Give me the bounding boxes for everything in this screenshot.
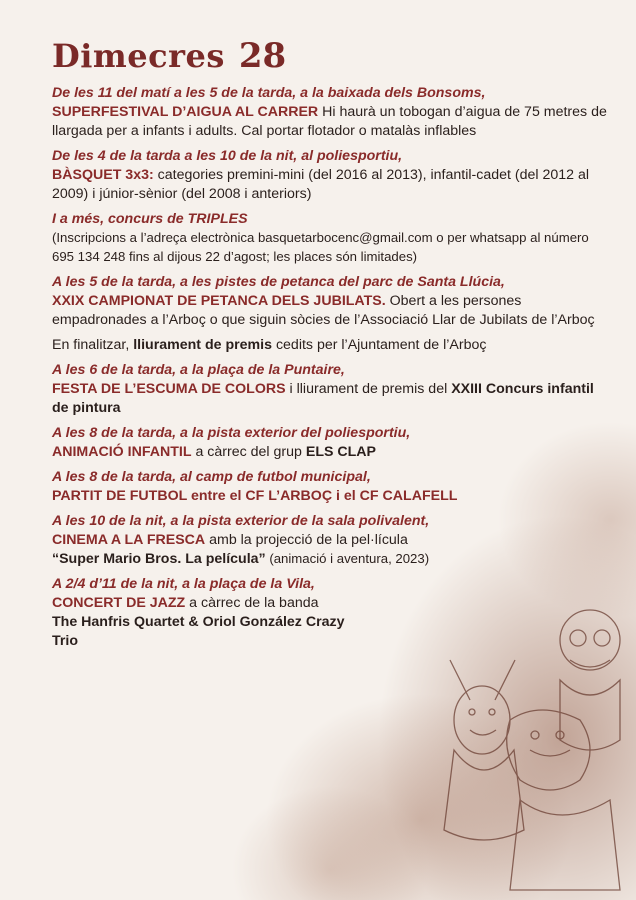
event-highlight: ELS CLAP <box>305 444 377 460</box>
event-entry <box>52 361 612 418</box>
event-title: CINEMA A LA FRESCA <box>52 532 206 548</box>
event-description: (animació i aventura, 2023) <box>265 551 430 566</box>
note-highlight: lliurament de premis <box>133 337 272 353</box>
event-entry <box>52 575 612 651</box>
title-day: Dimecres <box>52 37 225 75</box>
event-entry <box>52 273 612 330</box>
event-description: a càrrec de la banda <box>185 595 319 611</box>
event-time-place: A 2/4 d’11 de la nit, a la plaça de la Vila, <box>52 576 315 592</box>
event-title: ANIMACIÓ INFANTIL <box>52 444 192 460</box>
event-highlight: XXIII Concurs infantil de pintura <box>52 381 594 416</box>
event-note <box>52 336 612 355</box>
note-text: En finalitzar, <box>52 337 134 353</box>
event-time-place: De les 4 de la tarda a les 10 de la nit, al poliesportiu, <box>52 148 403 164</box>
event-description: categories premini-mini (del 2016 al 2013), infantil-cadet (del 2012 al 2009) i júnior-sènior (del 2008 i anteriors) <box>52 167 590 202</box>
event-time-place: I a més, concurs de TRIPLES <box>52 211 248 227</box>
note-text: cedits per l’Ajuntament de l’Arboç <box>272 337 487 353</box>
event-description: amb la projecció de la pel·lícula <box>205 532 408 548</box>
event-time-place: A les 8 de la tarda, a la pista exterior del poliesportiu, <box>52 425 411 441</box>
event-entry <box>52 468 612 506</box>
event-description: i lliurament de premis del <box>285 381 452 397</box>
event-time-place: A les 6 de la tarda, a la plaça de la Puntaire, <box>52 362 345 378</box>
event-entry <box>52 84 612 141</box>
event-description: Obert a les persones empadronades a l’Arboç o que siguin sòcies de l’Associació Llar de Jubilats de l’Arboç <box>52 293 595 328</box>
event-entry <box>52 147 612 204</box>
event-entry <box>52 424 612 462</box>
program-content <box>52 36 612 657</box>
event-description: Hi haurà un tobogan d’aigua de 75 metres de llargada per a infants i adults. Cal portar flotador o matalàs inflables <box>52 104 607 139</box>
event-title: FESTA DE L’ESCUMA DE COLORS <box>52 381 286 397</box>
event-title: CONCERT DE JAZZ <box>52 595 186 611</box>
event-highlight: The Hanfris Quartet & Oriol González Crazy Trio <box>52 614 345 649</box>
event-title: SUPERFESTIVAL D’AIGUA AL CARRER <box>52 104 319 120</box>
event-time-place: A les 8 de la tarda, al camp de futbol municipal, <box>52 469 371 485</box>
event-time-place: A les 10 de la nit, a la pista exterior de la sala polivalent, <box>52 513 430 529</box>
event-time-place: A les 5 de la tarda, a les pistes de petanca del parc de Santa Llúcia, <box>52 274 505 290</box>
title-date: 28 <box>238 36 287 76</box>
event-time-place: De les 11 del matí a les 5 de la tarda, a la baixada dels Bonsoms, <box>52 85 486 101</box>
event-entry <box>52 512 612 569</box>
event-title: PARTIT DE FUTBOL entre el CF L’ARBOÇ i el CF CALAFELL <box>52 488 458 504</box>
event-description: (Inscripcions a l’adreça electrònica basquetarbocenc@gmail.com o per whatsapp al número 695 134 248 fins al dijous 22 d’agost; les places són limitades) <box>52 230 589 264</box>
event-entry <box>52 210 612 267</box>
page-title <box>52 36 612 76</box>
event-description: a càrrec del grup <box>191 444 306 460</box>
event-title: BÀSQUET 3x3: <box>52 167 154 183</box>
event-highlight: “Super Mario Bros. La película” <box>52 551 266 567</box>
event-title: XXIX CAMPIONAT DE PETANCA DELS JUBILATS. <box>52 293 386 309</box>
